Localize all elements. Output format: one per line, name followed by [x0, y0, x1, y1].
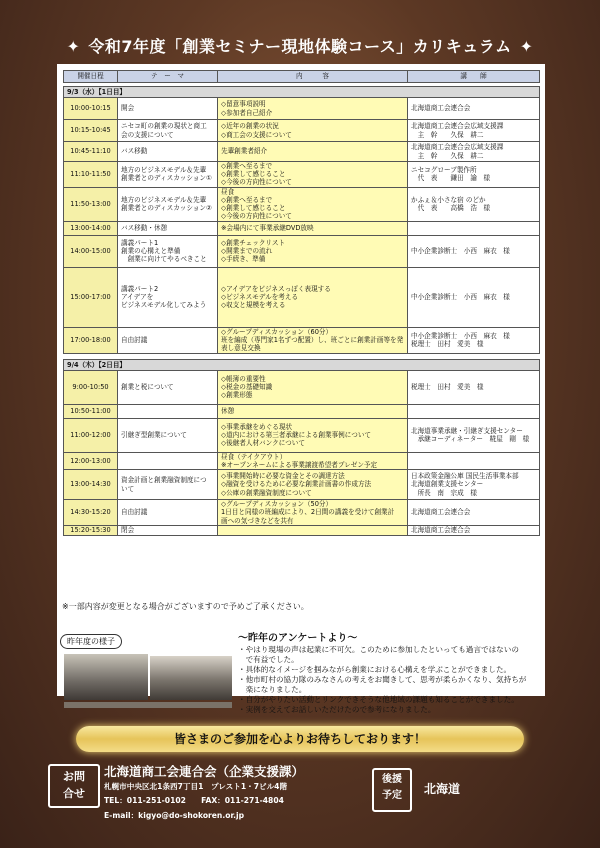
- cell-line: ◇開業までの流れ: [221, 247, 273, 256]
- time-cell: 13:00-14:00: [64, 221, 118, 235]
- cell-line: ◇グループディスカッション（50分）: [221, 500, 333, 509]
- cell-line: 所長 南 宗成 様: [411, 488, 477, 497]
- contact-label-line1: お問: [63, 770, 85, 783]
- cell-line: ◇収支と規模を考える: [221, 301, 286, 310]
- day2-body: [64, 353, 540, 535]
- theme-cell: [118, 98, 218, 120]
- table-row: [64, 470, 540, 500]
- photo-label: 昨年度の様子: [60, 634, 122, 649]
- cell-line: ビジネスモデル化してみよう: [121, 301, 207, 310]
- cell-line: 先輩創業者紹介: [221, 147, 268, 156]
- lecturer-cell: [408, 327, 540, 353]
- table-row: [64, 418, 540, 452]
- contact-label: [48, 764, 100, 808]
- seminar-photo: [150, 656, 232, 700]
- cell-line: 中小企業診断士 小西 麻衣 様: [411, 331, 510, 340]
- time-cell: 10:50-11:00: [64, 404, 118, 418]
- cell-line: 承継コーディネーター 糀屋 剛 様: [411, 435, 530, 444]
- cell-line: 地方のビジネスモデル＆先輩: [121, 166, 207, 175]
- time-cell: 17:00-18:00: [64, 327, 118, 353]
- cell-line: バス移動・休憩: [121, 224, 168, 233]
- theme-cell: [118, 221, 218, 235]
- time-cell: 11:50-13:00: [64, 187, 118, 221]
- time-cell: 14:30-15:20: [64, 500, 118, 526]
- cell-line: 創業に向けてやるべきこと: [121, 255, 207, 264]
- content-cell: [218, 120, 408, 142]
- header-lecturer: 講 師: [408, 71, 540, 83]
- cell-line: 主 幹 久保 耕二: [411, 151, 484, 160]
- lecturer-cell: [408, 418, 540, 452]
- cell-line: 北海道商工会連合会広域支援課: [411, 122, 504, 131]
- cell-line: 中小企業診断士 小西 麻衣 様: [411, 247, 510, 256]
- survey-item: ・やはり現場の声は起業に不可欠。このために参加したといっても過言ではないの: [238, 645, 519, 654]
- cell-line: ニセコ町の創業の現状と商工: [121, 122, 207, 131]
- cell-line: ◇今後の方向性について: [221, 178, 292, 187]
- cell-line: ◇グループディスカッション（60分）: [221, 327, 333, 336]
- content-cell: [218, 327, 408, 353]
- time-cell: 11:00-12:00: [64, 418, 118, 452]
- support-organization: 北海道: [424, 782, 461, 796]
- cell-line: 講義パート2: [121, 284, 159, 293]
- day1-header: [64, 87, 540, 98]
- content-cell: [218, 98, 408, 120]
- cell-line: 創業者とのディスカッション①: [121, 174, 212, 183]
- theme-cell: [118, 418, 218, 452]
- lecturer-cell: [408, 142, 540, 162]
- support-label: [372, 768, 412, 812]
- time-cell: 10:15-10:45: [64, 120, 118, 142]
- theme-cell: [118, 142, 218, 162]
- survey-item: で有益でした。: [238, 655, 299, 665]
- cell-line: 北海道創業支援センター: [411, 480, 484, 489]
- cell-line: 北海道事業承継・引継ぎ支援センター: [411, 426, 523, 435]
- theme-cell: [118, 452, 218, 469]
- contact-label-line2: 合せ: [63, 787, 85, 800]
- survey-item: 楽になりました。: [238, 685, 307, 695]
- survey-title: ～昨年のアンケートより～: [238, 633, 358, 644]
- cell-line: 日本政策金融公庫 国民生活事業本部: [411, 472, 519, 481]
- cell-line: ◇創業して感じること: [221, 170, 286, 179]
- cell-line: 北海道商工会連合会: [411, 526, 471, 535]
- theme-cell: [118, 162, 218, 188]
- day2-label: 9/4（木）【2日目】: [64, 359, 540, 370]
- lecturer-cell: [408, 221, 540, 235]
- time-cell: 12:00-13:00: [64, 452, 118, 469]
- table-row: [64, 235, 540, 267]
- header-theme: テ ー マ: [118, 71, 218, 83]
- time-cell: 9:00-10:50: [64, 370, 118, 404]
- time-cell: 10:00-10:15: [64, 98, 118, 120]
- survey-item: ・自分がやりたい活動とリンクできそうな他地域の課題も知ることができました。: [238, 695, 519, 705]
- theme-cell: [118, 500, 218, 526]
- lecturer-cell: [408, 162, 540, 188]
- table-row: [64, 98, 540, 120]
- day1-label: 9/3（水）【1日目】: [64, 87, 540, 98]
- cell-line: ◇創業へ至るまで: [221, 195, 273, 204]
- cell-line: ◇近年の創業の状況: [221, 122, 279, 131]
- cell-line: ◇創業へ至るまで: [221, 162, 273, 170]
- curriculum-table: [63, 70, 540, 536]
- cell-line: 創業者とのディスカッション②: [121, 204, 212, 213]
- content-cell: [218, 452, 408, 469]
- cell-line: 表し意見交換: [221, 344, 261, 353]
- lecturer-cell: [408, 187, 540, 221]
- time-cell: 14:00-15:00: [64, 235, 118, 267]
- table-row: [64, 404, 540, 418]
- cell-line: 休憩: [221, 407, 235, 416]
- time-cell: 11:10-11:50: [64, 162, 118, 188]
- table-row: [64, 370, 540, 404]
- content-cell: [218, 235, 408, 267]
- time-cell: 10:45-11:10: [64, 142, 118, 162]
- theme-cell: [118, 267, 218, 327]
- lecturer-cell: [408, 470, 540, 500]
- cell-line: 資金計画と創業融資制度につ: [121, 476, 207, 485]
- time-cell: 15:00-17:00: [64, 267, 118, 327]
- page-title: [0, 34, 600, 57]
- cell-line: 中小企業診断士 小西 麻衣 様: [411, 293, 510, 302]
- cell-line: 画への気づきなどを共有: [221, 516, 294, 525]
- lecturer-cell: [408, 235, 540, 267]
- cell-line: 北海道商工会連合会: [411, 104, 471, 113]
- support-label-line1: 後援: [382, 774, 402, 785]
- table-row: [64, 267, 540, 327]
- cell-line: ◇融資を受けるために必要な創業計画書の作成方法: [221, 480, 372, 489]
- cell-line: アイデアを: [121, 293, 154, 302]
- cell-line: 地方のビジネスモデル＆先輩: [121, 195, 207, 204]
- content-cell: [218, 470, 408, 500]
- cell-line: ◇創業して感じること: [221, 204, 286, 213]
- cell-line: 税理士 田村 愛美 様: [411, 383, 484, 392]
- cell-line: 引継ぎ型創業について: [121, 431, 187, 440]
- seminar-photo: [64, 654, 148, 700]
- cell-line: 北海道商工会連合会広域支援課: [411, 143, 504, 152]
- cell-line: かふぇ＆小さな宿 のどか: [411, 195, 486, 204]
- cell-line: 講義パート1: [121, 238, 159, 247]
- cell-line: ニセコグローブ製作所: [411, 166, 477, 175]
- theme-cell: [118, 187, 218, 221]
- photo-strip: [64, 702, 232, 708]
- organizer-name: 北海道商工会連合会（企業支援課）: [104, 764, 305, 779]
- content-cell: [218, 221, 408, 235]
- table-header-row: [64, 71, 540, 83]
- cell-line: 代 表 高橋 浩 様: [411, 204, 491, 213]
- cell-line: いて: [121, 484, 135, 493]
- cell-line: 班を編成（専門家1名ずつ配置）し、班ごとに創業計画等を発: [221, 336, 404, 345]
- lecturer-cell: [408, 525, 540, 535]
- cell-line: 自由討議: [121, 508, 148, 517]
- cell-line: ◇手続き、準備: [221, 255, 266, 264]
- time-cell: 13:00-14:30: [64, 470, 118, 500]
- content-cell: [218, 162, 408, 188]
- theme-cell: [118, 370, 218, 404]
- content-cell: [218, 142, 408, 162]
- cell-line: ◇今後の方向性について: [221, 212, 292, 221]
- cell-line: ◇帳簿の重要性: [221, 374, 266, 383]
- content-cell: [218, 267, 408, 327]
- cell-line: 昼食: [221, 187, 235, 196]
- content-cell: [218, 187, 408, 221]
- content-cell: [218, 418, 408, 452]
- title-text: 令和7年度「創業セミナー現地体験コース」カリキュラム: [88, 37, 512, 56]
- invitation-banner: 皆さまのご参加を心よりお待ちしております！: [76, 726, 524, 752]
- content-cell: [218, 404, 408, 418]
- curriculum-panel: [57, 64, 545, 696]
- header-content: 内 容: [218, 71, 408, 83]
- sparkle-icon: ✦: [66, 37, 81, 56]
- table-row: [64, 452, 540, 469]
- cell-line: 代 表 鎌田 諭 様: [411, 174, 491, 183]
- theme-cell: [118, 404, 218, 418]
- cell-line: ◇事業承継をめぐる現状: [221, 422, 293, 431]
- content-cell: [218, 500, 408, 526]
- lecturer-cell: [408, 370, 540, 404]
- lecturer-cell: [408, 500, 540, 526]
- table-row: [64, 500, 540, 526]
- cell-line: 創業の心構えと準備: [121, 247, 181, 256]
- table-row: [64, 221, 540, 235]
- theme-cell: [118, 525, 218, 535]
- survey-item: ・具体的なイメージを掴みながら創業における心構えを学ぶことができました。: [238, 665, 512, 675]
- cell-line: ◇事業開始時に必要な資金とその調達方法: [221, 472, 345, 481]
- cell-line: 税理士 田村 愛美 様: [411, 340, 484, 349]
- theme-cell: [118, 470, 218, 500]
- cell-line: ◇商工会の支援について: [221, 130, 292, 139]
- day1-body: [64, 83, 540, 354]
- cell-line: ◇創業形態: [221, 391, 253, 400]
- table-row: [64, 327, 540, 353]
- lecturer-cell: [408, 404, 540, 418]
- content-cell: [218, 370, 408, 404]
- cell-line: 1日目と同様の班編成により、2日間の講義を受けて創業計: [221, 508, 395, 517]
- cell-line: バス移動: [121, 147, 148, 156]
- lecturer-cell: [408, 452, 540, 469]
- header-date: 開催日程: [64, 71, 118, 83]
- day2-header: [64, 359, 540, 370]
- survey-item: ・他市町村の協力隊のみなさんの考えをお聞きして、思考が柔らかくなり、気持ちが: [238, 675, 527, 685]
- cell-line: 会の支援について: [121, 130, 174, 139]
- cell-line: ◇公庫の創業融資制度について: [221, 488, 312, 497]
- cell-line: 昼食（テイクアウト）: [221, 452, 287, 461]
- theme-cell: [118, 235, 218, 267]
- change-notice: ※一部内容が変更となる場合がございますので予めご了承ください。: [62, 602, 309, 611]
- survey-item: ・実例を交えてお話しいただけたので参考になりました。: [238, 705, 436, 715]
- theme-cell: [118, 120, 218, 142]
- cell-line: ◇留意事項説明: [221, 100, 266, 109]
- cell-line: ◇税金の基礎知識: [221, 383, 273, 392]
- cell-line: ◇道内における第三者承継による創業事例について: [221, 431, 372, 440]
- cell-line: ※会場内にて事業承継DVD放映: [221, 224, 314, 233]
- lecturer-cell: [408, 267, 540, 327]
- cell-line: ◇ビジネスモデルを考える: [221, 293, 299, 302]
- cell-line: ※オープンネームによる事業譲渡希望者プレゼン予定: [221, 460, 378, 469]
- cell-line: 主 幹 久保 耕二: [411, 130, 484, 139]
- cell-line: ◇参加者自己紹介: [221, 108, 273, 117]
- cell-line: 北海道商工会連合会: [411, 508, 471, 517]
- cell-line: ◇創業チェックリスト: [221, 238, 286, 247]
- sparkle-icon: ✦: [519, 37, 534, 56]
- support-label-line2: 予定: [382, 790, 402, 801]
- cell-line: ◇後継者人材バンクについて: [221, 439, 305, 448]
- cell-line: 創業と税について: [121, 383, 174, 392]
- table-row: [64, 120, 540, 142]
- organizer-phone: TEL：011-251-0102 FAX：011-271-4804: [104, 796, 284, 805]
- cell-line: 自由討議: [121, 336, 148, 345]
- theme-cell: [118, 327, 218, 353]
- table-row: [64, 525, 540, 535]
- table-row: [64, 142, 540, 162]
- cell-line: 開会: [121, 104, 135, 113]
- lecturer-cell: [408, 98, 540, 120]
- lecturer-cell: [408, 120, 540, 142]
- survey-list: [238, 645, 542, 715]
- time-cell: 15:20-15:30: [64, 525, 118, 535]
- organizer-address: 札幌市中央区北1条西7丁目1 プレスト1・7ビル4階: [104, 782, 288, 791]
- table-row: [64, 162, 540, 188]
- cell-line: 閉会: [121, 526, 135, 535]
- organizer-email[interactable]: E-mail：kigyo@do-shokoren.or.jp: [104, 811, 245, 820]
- content-cell: [218, 525, 408, 535]
- table-row: [64, 187, 540, 221]
- cell-line: ◇アイデアをビジネスっぽく表現する: [221, 284, 331, 293]
